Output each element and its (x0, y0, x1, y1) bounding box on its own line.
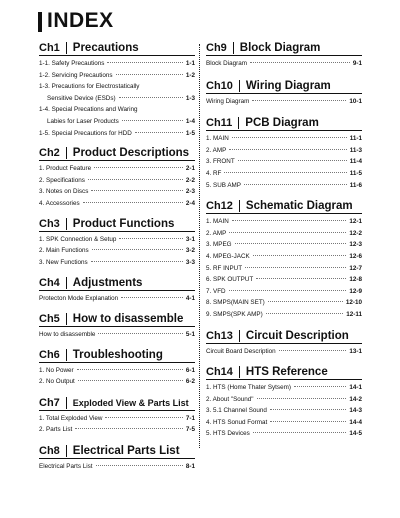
toc-entry[interactable] (39, 58, 195, 70)
chapter-number: Ch9 (206, 42, 227, 54)
dot-leader (107, 62, 182, 63)
dot-leader (83, 202, 183, 203)
chapter-number: Ch1 (39, 42, 60, 54)
entry-label: 1. SPK Connection & Setup (39, 235, 117, 243)
dot-leader (245, 267, 346, 268)
heading-separator (66, 397, 67, 409)
section-heading (39, 218, 195, 232)
entry-label: 1. Product Feature (39, 165, 92, 173)
page-number: 1-1 (185, 60, 195, 67)
heading-separator (66, 277, 67, 289)
toc-section (39, 397, 195, 436)
toc-entry[interactable] (206, 180, 362, 192)
dot-leader (105, 417, 182, 418)
section-heading (206, 366, 362, 380)
entry-label: 2. Specifications (39, 176, 85, 184)
page-number: 11-4 (349, 158, 362, 166)
page-number: 13-1 (349, 347, 362, 355)
page-number: 3-3 (185, 258, 195, 266)
entry-label: Block Diagram (206, 60, 247, 67)
heading-separator (66, 218, 67, 230)
toc-entry[interactable] (206, 405, 362, 417)
toc-entry[interactable] (39, 376, 195, 388)
toc-entry[interactable] (39, 293, 195, 305)
toc-section (206, 80, 362, 108)
dot-leader (256, 278, 346, 279)
page-number: 14-3 (349, 407, 362, 415)
entry-label: Labies for Laser Products (47, 117, 119, 125)
page-number: 12-2 (349, 229, 362, 237)
toc-entry[interactable] (206, 263, 362, 275)
dot-leader (119, 238, 183, 239)
right-column (206, 42, 362, 440)
toc-entry[interactable] (206, 96, 362, 108)
chapter-number: Ch13 (206, 329, 233, 342)
section-heading (39, 42, 195, 56)
heading-separator (239, 330, 240, 342)
entry-label: How to disassemble (39, 330, 96, 338)
section-heading (206, 80, 362, 94)
dot-leader (119, 97, 183, 98)
chapter-title: PCB Diagram (245, 117, 319, 130)
entry-label: 2. AMP (206, 229, 227, 237)
entry-label: Protecton Mode Explanation (39, 295, 119, 303)
entry-label: 1-5. Special Precautions for HDD (39, 129, 132, 137)
page-number: 7-1 (185, 414, 195, 422)
entry-label: 2. Parts List (39, 426, 73, 434)
chapter-number: Ch14 (206, 366, 233, 379)
entry-label: 3. 5.1 Channel Sound (206, 407, 267, 415)
entry-label: 3. FRONT (206, 158, 235, 166)
entry-label: 1-1. Safety Precautions (39, 60, 105, 67)
entry-label: 8. SMPS(MAIN SET) (206, 299, 265, 307)
dot-leader (253, 432, 347, 433)
title-bar (38, 12, 42, 32)
entry-label: 1-4. Special Precations and Waring (39, 106, 138, 114)
page-number: 9-1 (352, 60, 362, 67)
dot-leader (116, 74, 183, 75)
dot-leader (250, 62, 350, 63)
toc-entry[interactable] (39, 413, 195, 425)
heading-separator (66, 445, 67, 457)
entry-label: Circuit Board Description (206, 347, 276, 355)
entry-label: Electrical Parts List (39, 462, 93, 470)
entry-label: 4. RF (206, 169, 222, 177)
chapter-number: Ch12 (206, 200, 233, 213)
chapter-number: Ch2 (39, 147, 60, 160)
heading-separator (239, 200, 240, 212)
chapter-number: Ch5 (39, 312, 60, 325)
page-number: 12-7 (349, 264, 362, 272)
toc-section (39, 42, 195, 139)
toc-entry[interactable] (39, 81, 195, 93)
toc-entry[interactable] (206, 346, 362, 358)
entry-label: 5. HTS Devices (206, 430, 250, 438)
dot-leader (268, 301, 343, 302)
page-number: 10-1 (349, 97, 362, 105)
toc-entry[interactable] (39, 365, 195, 377)
entry-label: 2. AMP (206, 146, 227, 154)
chapter-title: How to disassemble (72, 312, 184, 325)
dot-leader (91, 190, 183, 191)
column-divider (199, 44, 200, 448)
chapter-title: Circuit Description (245, 329, 349, 342)
toc-section (39, 313, 195, 341)
toc-entry[interactable] (206, 382, 362, 394)
entry-label: 4. HTS Sonud Format (206, 418, 268, 426)
toc-entry[interactable] (206, 168, 362, 180)
entry-label: 2. About "Sound" (206, 395, 254, 403)
page-number: 14-2 (349, 395, 362, 403)
page-number: 12-10 (345, 299, 362, 307)
toc-section (39, 277, 195, 305)
toc-entry[interactable] (206, 394, 362, 406)
toc-entry[interactable] (206, 133, 362, 145)
section-heading (206, 200, 362, 214)
page-number: 14-1 (349, 384, 362, 392)
heading-separator (239, 80, 240, 92)
entry-label: 1. HTS (Home Thater Sytsem) (206, 384, 291, 392)
toc-entry[interactable] (206, 428, 362, 440)
dot-leader (77, 369, 183, 370)
toc-entry[interactable] (39, 198, 195, 210)
dot-leader (96, 465, 183, 466)
page-number: 3-2 (185, 247, 195, 255)
dot-leader (279, 350, 347, 351)
chapter-title: Product Functions (72, 217, 175, 230)
dot-leader (266, 313, 344, 314)
toc-section (39, 218, 195, 269)
toc-entry[interactable] (39, 329, 195, 341)
toc-entry[interactable] (206, 309, 362, 321)
toc-entry[interactable] (39, 116, 195, 128)
left-column (39, 42, 195, 472)
page-number: 14-5 (349, 430, 362, 438)
page-number: 12-1 (349, 218, 362, 226)
heading-separator (66, 147, 67, 159)
entry-label: 1. Total Exploded View (39, 414, 103, 422)
heading-separator (239, 366, 240, 378)
page-number: 7-5 (185, 426, 195, 434)
dot-leader (270, 421, 346, 422)
toc-entry[interactable] (39, 186, 195, 198)
toc-entry[interactable] (39, 163, 195, 175)
entry-label: 3. MPEG (206, 241, 232, 249)
entry-label: 6. SPK OUTPUT (206, 276, 254, 284)
page-number: 12-6 (349, 252, 362, 260)
dot-leader (229, 290, 347, 291)
page-number: 12-9 (349, 287, 362, 295)
entry-label: 1-3. Precautions for Electrostatically (39, 83, 140, 91)
section-heading (206, 330, 362, 344)
toc-entry[interactable] (39, 234, 195, 246)
dot-leader (135, 132, 183, 133)
chapter-title: Precautions (72, 42, 139, 54)
toc-section (206, 42, 362, 70)
toc-entry[interactable] (39, 424, 195, 436)
dot-leader (88, 179, 183, 180)
heading-separator (238, 117, 239, 129)
entry-label: 2. No Output (39, 378, 75, 386)
chapter-number: Ch4 (39, 277, 60, 290)
dot-leader (224, 172, 346, 173)
section-heading (206, 42, 362, 56)
toc-entry[interactable] (39, 175, 195, 187)
chapter-title: Product Descriptions (72, 147, 190, 160)
toc-entry[interactable] (39, 93, 195, 105)
page-number: 6-1 (185, 366, 195, 374)
toc-entry[interactable] (39, 70, 195, 82)
page-number: 6-2 (185, 378, 195, 386)
dot-leader (232, 137, 347, 138)
entry-label: Wiring Diagram (206, 97, 250, 105)
section-heading (39, 349, 195, 363)
chapter-number: Ch3 (39, 217, 60, 230)
dot-leader (78, 380, 183, 381)
page-number: 1-2 (185, 71, 195, 79)
toc-section (39, 349, 195, 388)
dot-leader (229, 232, 346, 233)
entry-label: 1. MAIN (206, 218, 229, 226)
toc-section (206, 117, 362, 191)
entry-label: 5. RF INPUT (206, 264, 243, 272)
toc-entry[interactable] (206, 274, 362, 286)
page-number: 14-4 (349, 418, 362, 426)
entry-label: 2. Main Functions (39, 247, 89, 255)
entry-label: 4. Accessories (39, 199, 80, 207)
page-number: 2-2 (185, 176, 195, 184)
page-number: 3-1 (185, 235, 195, 243)
dot-leader (252, 100, 346, 101)
heading-separator (66, 313, 67, 325)
section-heading (39, 313, 195, 327)
chapter-title: Exploded View & Parts List (72, 397, 189, 408)
chapter-number: Ch11 (206, 117, 233, 130)
page-number: 8-1 (185, 462, 195, 470)
dot-leader (75, 428, 183, 429)
section-heading (39, 445, 195, 459)
heading-separator (66, 349, 67, 361)
page-number: 2-3 (185, 188, 195, 196)
toc-section (39, 147, 195, 209)
entry-label: 5. SUB AMP (206, 181, 241, 189)
toc-entry[interactable] (206, 239, 362, 251)
section-heading (206, 117, 362, 131)
dot-leader (253, 255, 347, 256)
toc-section (206, 330, 362, 358)
dot-leader (244, 184, 347, 185)
chapter-title: HTS Reference (245, 366, 328, 379)
chapter-number: Ch8 (39, 444, 60, 457)
chapter-title: Troubleshooting (72, 348, 163, 361)
page-number: 4-1 (185, 295, 195, 303)
dot-leader (94, 167, 183, 168)
page-number: 1-3 (185, 94, 195, 102)
toc-entry[interactable] (206, 145, 362, 157)
page-number: 11-5 (349, 169, 362, 177)
entry-label: 7. VFD (206, 287, 226, 295)
dot-leader (232, 220, 347, 221)
dot-leader (229, 149, 346, 150)
heading-separator (233, 42, 234, 54)
entry-label: 1. MAIN (206, 135, 229, 143)
toc-entry[interactable] (39, 104, 195, 116)
page-number: 1-5 (185, 129, 195, 137)
page-number: 1-4 (185, 117, 195, 125)
entry-label: 1-2. Servicing Precautions (39, 71, 113, 79)
toc-entry[interactable] (39, 257, 195, 269)
dot-leader (270, 409, 346, 410)
dot-leader (122, 120, 183, 121)
page-title: INDEX (47, 9, 114, 32)
page-number: 5-1 (185, 330, 195, 338)
dot-leader (294, 386, 346, 387)
entry-label: 1. No Power (39, 366, 74, 374)
toc-entry[interactable] (39, 461, 195, 473)
chapter-title: Adjustments (72, 277, 143, 290)
dot-leader (98, 333, 183, 334)
entry-label: Sensitive Device (ESDs) (47, 94, 116, 102)
entry-label: 4. MPEG-JACK (206, 252, 250, 260)
toc-entry[interactable] (206, 297, 362, 309)
section-heading (39, 397, 195, 411)
chapter-number: Ch6 (39, 348, 60, 361)
page-number: 11-3 (349, 146, 362, 154)
toc-entry[interactable] (206, 58, 362, 70)
entry-label: 3. New Functions (39, 258, 88, 266)
page-number: 12-3 (349, 241, 362, 249)
heading-separator (66, 42, 67, 54)
page-number: 11-6 (349, 181, 362, 189)
entry-label: 3. Notes on Discs (39, 188, 89, 196)
chapter-title: Electrical Parts List (72, 444, 180, 457)
chapter-number: Ch10 (206, 79, 233, 92)
dot-leader (235, 243, 347, 244)
toc-section (39, 445, 195, 473)
dot-leader (91, 261, 183, 262)
toc-entry[interactable] (39, 128, 195, 140)
toc-entry[interactable] (206, 251, 362, 263)
section-heading (39, 277, 195, 291)
toc-section (206, 200, 362, 320)
dot-leader (121, 297, 183, 298)
toc-section (206, 366, 362, 440)
chapter-title: Schematic Diagram (245, 200, 353, 213)
dot-leader (238, 160, 347, 161)
toc-entry[interactable] (39, 245, 195, 257)
toc-entry[interactable] (206, 417, 362, 429)
dot-leader (257, 398, 347, 399)
chapter-title: Wiring Diagram (245, 79, 331, 92)
page-number: 12-11 (346, 310, 362, 318)
chapter-number: Ch7 (39, 396, 60, 409)
toc-entry[interactable] (206, 156, 362, 168)
section-heading (39, 147, 195, 161)
chapter-title: Block Diagram (239, 42, 321, 54)
entry-label: 9. SMPS(SPK AMP) (206, 310, 263, 318)
toc-entry[interactable] (206, 286, 362, 298)
page-number: 11-1 (349, 135, 362, 143)
page-number: 12-8 (349, 276, 362, 284)
dot-leader (92, 249, 183, 250)
page-number: 2-4 (185, 199, 195, 207)
toc-entry[interactable] (206, 228, 362, 240)
page-number: 2-1 (185, 165, 195, 173)
toc-entry[interactable] (206, 216, 362, 228)
